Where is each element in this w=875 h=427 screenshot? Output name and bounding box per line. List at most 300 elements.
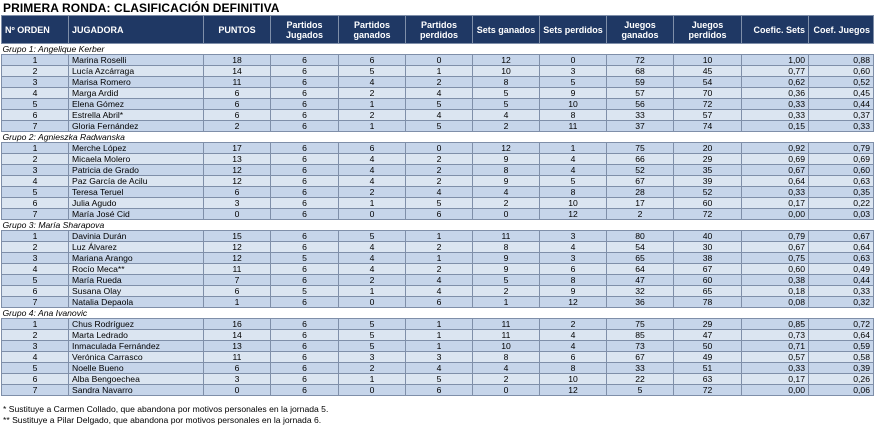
cell-puntos: 0 — [204, 209, 271, 220]
cell-coef-juegos: 0,35 — [809, 187, 874, 198]
cell-juegos-perdidos: 74 — [674, 121, 742, 132]
cell-coefic-sets: 0,08 — [742, 297, 809, 308]
cell-sets-perdidos: 5 — [540, 176, 607, 187]
cell-jugadora: Luz Álvarez — [69, 242, 204, 253]
table-row — [2, 319, 874, 330]
cell-partidos-perdidos: 4 — [406, 363, 473, 374]
cell-partidos-jugados: 6 — [271, 55, 339, 66]
cell-puntos: 15 — [204, 231, 271, 242]
cell-juegos-perdidos: 54 — [674, 77, 742, 88]
cell-sets-perdidos: 12 — [540, 297, 607, 308]
cell-sets-perdidos: 3 — [540, 231, 607, 242]
cell-juegos-ganados: 67 — [607, 352, 674, 363]
cell-orden: 6 — [2, 286, 69, 297]
cell-juegos-perdidos: 63 — [674, 374, 742, 385]
cell-sets-perdidos: 2 — [540, 319, 607, 330]
cell-puntos: 18 — [204, 55, 271, 66]
cell-coefic-sets: 0,33 — [742, 110, 809, 121]
cell-jugadora: Lucía Azcárraga — [69, 66, 204, 77]
cell-coefic-sets: 0,92 — [742, 143, 809, 154]
cell-coef-juegos: 0,22 — [809, 198, 874, 209]
cell-partidos-perdidos: 1 — [406, 330, 473, 341]
cell-juegos-ganados: 33 — [607, 363, 674, 374]
cell-orden: 6 — [2, 198, 69, 209]
cell-sets-perdidos: 3 — [540, 66, 607, 77]
table-row — [2, 231, 874, 242]
cell-partidos-jugados: 6 — [271, 264, 339, 275]
cell-juegos-ganados: 85 — [607, 330, 674, 341]
cell-coef-juegos: 0,88 — [809, 55, 874, 66]
cell-partidos-ganados: 2 — [339, 88, 406, 99]
footnote: * Sustituye a Carmen Collado, que abandona por motivos personales en la jornada 5. — [3, 404, 329, 414]
cell-orden: 7 — [2, 297, 69, 308]
cell-coefic-sets: 0,64 — [742, 176, 809, 187]
cell-coefic-sets: 0,00 — [742, 385, 809, 396]
cell-coef-juegos: 0,58 — [809, 352, 874, 363]
cell-partidos-perdidos: 4 — [406, 275, 473, 286]
cell-partidos-jugados: 5 — [271, 286, 339, 297]
cell-juegos-ganados: 65 — [607, 253, 674, 264]
cell-orden: 2 — [2, 154, 69, 165]
cell-partidos-ganados: 6 — [339, 55, 406, 66]
cell-juegos-ganados: 2 — [607, 209, 674, 220]
cell-juegos-perdidos: 57 — [674, 110, 742, 121]
cell-sets-ganados: 8 — [473, 165, 540, 176]
table-body — [2, 44, 874, 396]
cell-coefic-sets: 0,62 — [742, 77, 809, 88]
cell-puntos: 12 — [204, 165, 271, 176]
cell-partidos-jugados: 6 — [271, 341, 339, 352]
cell-partidos-ganados: 5 — [339, 330, 406, 341]
cell-coef-juegos: 0,37 — [809, 110, 874, 121]
cell-sets-perdidos: 4 — [540, 165, 607, 176]
cell-partidos-ganados: 0 — [339, 385, 406, 396]
cell-sets-ganados: 12 — [473, 55, 540, 66]
cell-jugadora: Marina Roselli — [69, 55, 204, 66]
cell-partidos-jugados: 6 — [271, 374, 339, 385]
cell-sets-perdidos: 11 — [540, 121, 607, 132]
col-header-partidos-ganados: Partidos ganados — [339, 16, 406, 44]
table-row — [2, 77, 874, 88]
cell-partidos-perdidos: 2 — [406, 77, 473, 88]
cell-partidos-jugados: 5 — [271, 253, 339, 264]
cell-juegos-perdidos: 38 — [674, 253, 742, 264]
cell-jugadora: Natalia Depaola — [69, 297, 204, 308]
cell-partidos-jugados: 6 — [271, 198, 339, 209]
cell-juegos-ganados: 22 — [607, 374, 674, 385]
cell-sets-perdidos: 8 — [540, 275, 607, 286]
cell-puntos: 6 — [204, 187, 271, 198]
cell-coefic-sets: 0,75 — [742, 253, 809, 264]
cell-puntos: 0 — [204, 385, 271, 396]
group-title: Grupo 4: Ana Ivanovic — [2, 308, 874, 319]
table-row — [2, 341, 874, 352]
cell-juegos-ganados: 66 — [607, 154, 674, 165]
cell-sets-ganados: 11 — [473, 231, 540, 242]
table-row — [2, 143, 874, 154]
cell-juegos-perdidos: 65 — [674, 286, 742, 297]
cell-orden: 5 — [2, 99, 69, 110]
cell-sets-ganados: 0 — [473, 209, 540, 220]
cell-orden: 4 — [2, 88, 69, 99]
cell-partidos-ganados: 4 — [339, 176, 406, 187]
cell-sets-ganados: 11 — [473, 319, 540, 330]
cell-orden: 5 — [2, 363, 69, 374]
cell-coef-juegos: 0,06 — [809, 385, 874, 396]
cell-juegos-perdidos: 29 — [674, 319, 742, 330]
col-header-jugadora: JUGADORA — [69, 16, 204, 44]
cell-sets-ganados: 2 — [473, 286, 540, 297]
cell-puntos: 17 — [204, 143, 271, 154]
cell-partidos-ganados: 4 — [339, 242, 406, 253]
cell-partidos-jugados: 6 — [271, 209, 339, 220]
cell-juegos-ganados: 56 — [607, 99, 674, 110]
cell-sets-ganados: 4 — [473, 363, 540, 374]
cell-orden: 4 — [2, 352, 69, 363]
cell-sets-ganados: 1 — [473, 297, 540, 308]
cell-coefic-sets: 0,17 — [742, 374, 809, 385]
cell-juegos-ganados: 64 — [607, 264, 674, 275]
table-row — [2, 264, 874, 275]
table-row — [2, 253, 874, 264]
cell-juegos-perdidos: 40 — [674, 231, 742, 242]
cell-partidos-perdidos: 0 — [406, 55, 473, 66]
cell-partidos-jugados: 6 — [271, 99, 339, 110]
header-row — [2, 16, 874, 44]
cell-partidos-perdidos: 4 — [406, 88, 473, 99]
cell-sets-ganados: 5 — [473, 88, 540, 99]
cell-coefic-sets: 0,38 — [742, 275, 809, 286]
cell-partidos-perdidos: 4 — [406, 286, 473, 297]
cell-partidos-ganados: 5 — [339, 341, 406, 352]
group-row — [2, 220, 874, 231]
cell-juegos-ganados: 73 — [607, 341, 674, 352]
cell-jugadora: Marisa Romero — [69, 77, 204, 88]
cell-jugadora: María José Cid — [69, 209, 204, 220]
cell-partidos-ganados: 1 — [339, 121, 406, 132]
cell-jugadora: Marta Ledrado — [69, 330, 204, 341]
col-header-juegos-ganados: Juegos ganados — [607, 16, 674, 44]
cell-orden: 7 — [2, 209, 69, 220]
cell-jugadora: Micaela Molero — [69, 154, 204, 165]
cell-jugadora: Marga Ardid — [69, 88, 204, 99]
cell-partidos-ganados: 0 — [339, 297, 406, 308]
cell-partidos-jugados: 6 — [271, 77, 339, 88]
cell-puntos: 11 — [204, 352, 271, 363]
cell-coefic-sets: 0,77 — [742, 66, 809, 77]
cell-partidos-ganados: 5 — [339, 66, 406, 77]
cell-sets-ganados: 2 — [473, 374, 540, 385]
cell-coefic-sets: 0,85 — [742, 319, 809, 330]
cell-puntos: 11 — [204, 264, 271, 275]
cell-jugadora: Davinia Durán — [69, 231, 204, 242]
cell-puntos: 6 — [204, 88, 271, 99]
cell-puntos: 6 — [204, 110, 271, 121]
cell-orden: 5 — [2, 187, 69, 198]
cell-partidos-jugados: 6 — [271, 110, 339, 121]
cell-jugadora: Merche López — [69, 143, 204, 154]
table-row — [2, 374, 874, 385]
group-title: Grupo 3: María Sharapova — [2, 220, 874, 231]
cell-juegos-ganados: 32 — [607, 286, 674, 297]
cell-orden: 4 — [2, 176, 69, 187]
cell-puntos: 12 — [204, 242, 271, 253]
cell-sets-perdidos: 8 — [540, 187, 607, 198]
cell-partidos-jugados: 6 — [271, 176, 339, 187]
cell-coefic-sets: 0,00 — [742, 209, 809, 220]
cell-jugadora: Alba Bengoechea — [69, 374, 204, 385]
cell-partidos-perdidos: 5 — [406, 121, 473, 132]
cell-coefic-sets: 0,33 — [742, 363, 809, 374]
cell-juegos-ganados: 75 — [607, 143, 674, 154]
table-row — [2, 330, 874, 341]
cell-coefic-sets: 0,67 — [742, 165, 809, 176]
cell-sets-ganados: 11 — [473, 330, 540, 341]
cell-juegos-ganados: 47 — [607, 275, 674, 286]
cell-juegos-ganados: 5 — [607, 385, 674, 396]
cell-sets-ganados: 9 — [473, 253, 540, 264]
cell-sets-ganados: 10 — [473, 66, 540, 77]
cell-juegos-perdidos: 35 — [674, 165, 742, 176]
cell-orden: 1 — [2, 231, 69, 242]
cell-jugadora: Rocío Meca** — [69, 264, 204, 275]
cell-partidos-jugados: 6 — [271, 330, 339, 341]
cell-orden: 2 — [2, 66, 69, 77]
cell-partidos-jugados: 6 — [271, 66, 339, 77]
cell-partidos-perdidos: 2 — [406, 154, 473, 165]
cell-sets-perdidos: 4 — [540, 341, 607, 352]
cell-sets-ganados: 8 — [473, 242, 540, 253]
cell-partidos-perdidos: 2 — [406, 264, 473, 275]
cell-sets-ganados: 9 — [473, 264, 540, 275]
cell-puntos: 12 — [204, 253, 271, 264]
cell-partidos-jugados: 6 — [271, 319, 339, 330]
cell-coef-juegos: 0,60 — [809, 165, 874, 176]
cell-coef-juegos: 0,33 — [809, 121, 874, 132]
cell-sets-perdidos: 12 — [540, 385, 607, 396]
cell-partidos-jugados: 6 — [271, 187, 339, 198]
cell-jugadora: Inmaculada Fernández — [69, 341, 204, 352]
cell-partidos-perdidos: 2 — [406, 176, 473, 187]
table-row — [2, 363, 874, 374]
table-row — [2, 165, 874, 176]
col-header-orden: Nº ORDEN — [2, 16, 69, 44]
cell-coef-juegos: 0,44 — [809, 275, 874, 286]
col-header-partidos-perdidos: Partidos perdidos — [406, 16, 473, 44]
cell-sets-perdidos: 4 — [540, 330, 607, 341]
cell-partidos-perdidos: 2 — [406, 242, 473, 253]
cell-sets-ganados: 10 — [473, 341, 540, 352]
cell-orden: 2 — [2, 242, 69, 253]
cell-juegos-perdidos: 67 — [674, 264, 742, 275]
cell-partidos-ganados: 4 — [339, 165, 406, 176]
cell-coef-juegos: 0,49 — [809, 264, 874, 275]
cell-coef-juegos: 0,79 — [809, 143, 874, 154]
cell-partidos-perdidos: 1 — [406, 231, 473, 242]
cell-juegos-perdidos: 52 — [674, 187, 742, 198]
cell-partidos-jugados: 6 — [271, 242, 339, 253]
cell-juegos-ganados: 17 — [607, 198, 674, 209]
table-row — [2, 209, 874, 220]
cell-juegos-ganados: 28 — [607, 187, 674, 198]
cell-jugadora: Verónica Carrasco — [69, 352, 204, 363]
cell-orden: 3 — [2, 165, 69, 176]
cell-coef-juegos: 0,72 — [809, 319, 874, 330]
cell-partidos-jugados: 6 — [271, 297, 339, 308]
cell-jugadora: María Rueda — [69, 275, 204, 286]
cell-orden: 7 — [2, 385, 69, 396]
cell-sets-perdidos: 12 — [540, 209, 607, 220]
cell-juegos-ganados: 37 — [607, 121, 674, 132]
cell-coef-juegos: 0,44 — [809, 99, 874, 110]
cell-jugadora: Elena Gómez — [69, 99, 204, 110]
cell-juegos-perdidos: 60 — [674, 198, 742, 209]
cell-coef-juegos: 0,59 — [809, 341, 874, 352]
cell-juegos-perdidos: 72 — [674, 385, 742, 396]
cell-puntos: 1 — [204, 297, 271, 308]
cell-sets-perdidos: 3 — [540, 253, 607, 264]
cell-juegos-perdidos: 60 — [674, 275, 742, 286]
table-row — [2, 286, 874, 297]
cell-sets-perdidos: 4 — [540, 154, 607, 165]
cell-partidos-ganados: 4 — [339, 253, 406, 264]
cell-juegos-perdidos: 49 — [674, 352, 742, 363]
cell-partidos-perdidos: 4 — [406, 187, 473, 198]
cell-juegos-ganados: 80 — [607, 231, 674, 242]
cell-orden: 3 — [2, 253, 69, 264]
cell-jugadora: Gloria Fernández — [69, 121, 204, 132]
cell-sets-perdidos: 10 — [540, 374, 607, 385]
cell-sets-perdidos: 8 — [540, 363, 607, 374]
cell-partidos-ganados: 1 — [339, 374, 406, 385]
table-row — [2, 275, 874, 286]
cell-sets-perdidos: 1 — [540, 143, 607, 154]
cell-juegos-perdidos: 72 — [674, 209, 742, 220]
cell-coef-juegos: 0,69 — [809, 154, 874, 165]
cell-sets-ganados: 9 — [473, 154, 540, 165]
cell-partidos-ganados: 2 — [339, 110, 406, 121]
cell-orden: 1 — [2, 143, 69, 154]
cell-coef-juegos: 0,60 — [809, 66, 874, 77]
table-row — [2, 88, 874, 99]
table-row — [2, 385, 874, 396]
col-header-puntos: PUNTOS — [204, 16, 271, 44]
cell-partidos-perdidos: 4 — [406, 110, 473, 121]
cell-orden: 6 — [2, 110, 69, 121]
cell-sets-perdidos: 4 — [540, 242, 607, 253]
cell-jugadora: Chus Rodríguez — [69, 319, 204, 330]
cell-partidos-perdidos: 6 — [406, 385, 473, 396]
cell-jugadora: Sandra Navarro — [69, 385, 204, 396]
col-header-partidos-jugados: Partidos Jugados — [271, 16, 339, 44]
cell-sets-perdidos: 6 — [540, 264, 607, 275]
cell-juegos-perdidos: 45 — [674, 66, 742, 77]
cell-puntos: 14 — [204, 66, 271, 77]
cell-partidos-jugados: 6 — [271, 143, 339, 154]
cell-orden: 3 — [2, 77, 69, 88]
cell-juegos-perdidos: 39 — [674, 176, 742, 187]
cell-coef-juegos: 0,39 — [809, 363, 874, 374]
cell-sets-perdidos: 10 — [540, 99, 607, 110]
table-row — [2, 66, 874, 77]
cell-sets-ganados: 2 — [473, 121, 540, 132]
cell-sets-ganados: 2 — [473, 198, 540, 209]
cell-coefic-sets: 0,33 — [742, 99, 809, 110]
cell-sets-ganados: 8 — [473, 77, 540, 88]
cell-partidos-perdidos: 3 — [406, 352, 473, 363]
cell-juegos-perdidos: 51 — [674, 363, 742, 374]
table-row — [2, 352, 874, 363]
cell-coef-juegos: 0,64 — [809, 242, 874, 253]
cell-jugadora: Julia Agudo — [69, 198, 204, 209]
cell-coefic-sets: 0,79 — [742, 231, 809, 242]
cell-puntos: 6 — [204, 99, 271, 110]
cell-juegos-ganados: 33 — [607, 110, 674, 121]
cell-partidos-ganados: 5 — [339, 319, 406, 330]
cell-jugadora: Noelle Bueno — [69, 363, 204, 374]
col-header-coef-juegos: Coef. Juegos — [809, 16, 874, 44]
cell-juegos-perdidos: 72 — [674, 99, 742, 110]
group-title: Grupo 2: Agnieszka Radwanska — [2, 132, 874, 143]
cell-partidos-ganados: 4 — [339, 154, 406, 165]
cell-partidos-perdidos: 5 — [406, 198, 473, 209]
cell-coefic-sets: 0,73 — [742, 330, 809, 341]
cell-juegos-ganados: 67 — [607, 176, 674, 187]
cell-coef-juegos: 0,63 — [809, 253, 874, 264]
cell-coef-juegos: 0,52 — [809, 77, 874, 88]
cell-coef-juegos: 0,67 — [809, 231, 874, 242]
cell-partidos-jugados: 6 — [271, 385, 339, 396]
cell-coefic-sets: 0,69 — [742, 154, 809, 165]
cell-coefic-sets: 0,17 — [742, 198, 809, 209]
cell-puntos: 6 — [204, 286, 271, 297]
cell-juegos-ganados: 52 — [607, 165, 674, 176]
cell-sets-perdidos: 9 — [540, 286, 607, 297]
group-row — [2, 132, 874, 143]
cell-orden: 4 — [2, 264, 69, 275]
cell-puntos: 6 — [204, 363, 271, 374]
cell-partidos-perdidos: 5 — [406, 374, 473, 385]
cell-orden: 2 — [2, 330, 69, 341]
cell-partidos-jugados: 6 — [271, 121, 339, 132]
cell-juegos-ganados: 57 — [607, 88, 674, 99]
cell-juegos-ganados: 68 — [607, 66, 674, 77]
col-header-coefic-sets: Coefic. Sets — [742, 16, 809, 44]
col-header-sets-ganados: Sets ganados — [473, 16, 540, 44]
cell-coefic-sets: 0,67 — [742, 242, 809, 253]
cell-partidos-ganados: 6 — [339, 143, 406, 154]
cell-coef-juegos: 0,26 — [809, 374, 874, 385]
cell-juegos-perdidos: 78 — [674, 297, 742, 308]
cell-sets-ganados: 8 — [473, 352, 540, 363]
cell-sets-perdidos: 10 — [540, 198, 607, 209]
group-title: Grupo 1: Angelique Kerber — [2, 44, 874, 55]
cell-partidos-perdidos: 1 — [406, 66, 473, 77]
cell-partidos-ganados: 1 — [339, 286, 406, 297]
table-row — [2, 121, 874, 132]
cell-partidos-ganados: 4 — [339, 264, 406, 275]
cell-sets-ganados: 5 — [473, 275, 540, 286]
cell-partidos-jugados: 6 — [271, 154, 339, 165]
cell-juegos-ganados: 72 — [607, 55, 674, 66]
cell-coefic-sets: 0,60 — [742, 264, 809, 275]
cell-coefic-sets: 0,33 — [742, 187, 809, 198]
cell-partidos-ganados: 2 — [339, 363, 406, 374]
cell-juegos-perdidos: 29 — [674, 154, 742, 165]
cell-partidos-ganados: 5 — [339, 231, 406, 242]
page-title: PRIMERA RONDA: CLASIFICACIÓN DEFINITIVA — [3, 1, 280, 15]
cell-juegos-ganados: 54 — [607, 242, 674, 253]
